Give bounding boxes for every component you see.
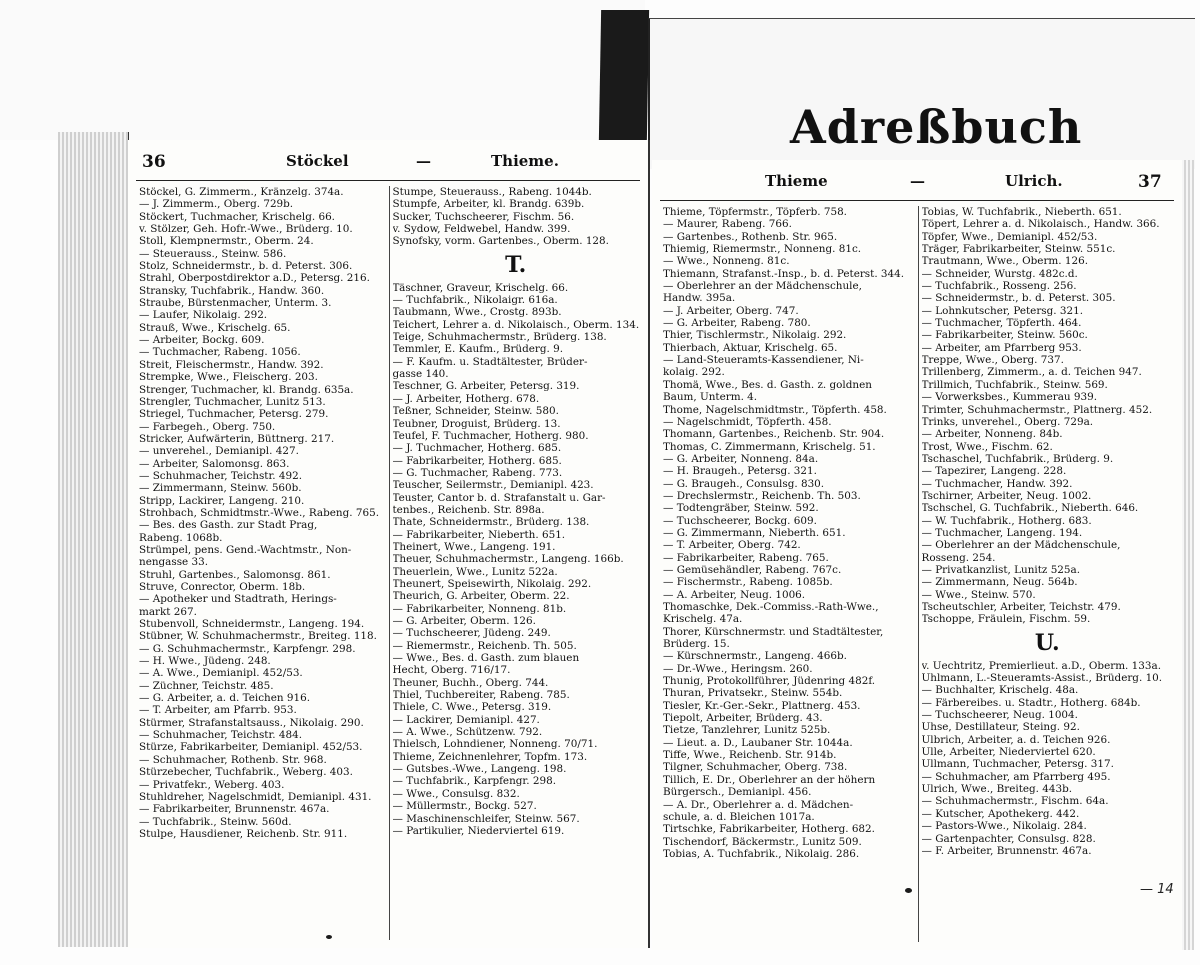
- directory-entry: — G. Schuhmachermstr., Karpfengr. 298.: [139, 642, 356, 655]
- directory-entry: — Fabrikarbeiter, Steinw. 560c.: [921, 329, 1088, 342]
- directory-entry: Stumpe, Steuerauss., Rabeng. 1044b.: [392, 186, 592, 198]
- directory-entry: Stöckert, Tuchmacher, Krischelg. 66.: [139, 210, 335, 223]
- directory-entry: gasse 140.: [392, 368, 449, 381]
- directory-entry: — Fabrikarbeiter, Nieberth. 651.: [392, 528, 566, 541]
- directory-entry: Thomaschke, Dek.-Commiss.-Rath-Wwe.,: [663, 601, 879, 613]
- directory-entry: Sucker, Tuchscheerer, Fischm. 56.: [392, 210, 575, 223]
- directory-entry: — Gartenbes., Rothenb. Str. 965.: [663, 230, 838, 243]
- directory-entry: Tillich, E. Dr., Oberlehrer an der höhern: [663, 773, 876, 786]
- directory-entry: — G. Arbeiter, a. d. Teichen 916.: [139, 692, 311, 705]
- directory-entry: tenbes., Reichenb. Str. 898a.: [392, 503, 545, 516]
- directory-entry: — Todtengräber, Steinw. 592.: [663, 502, 819, 515]
- directory-entry: — A. Arbeiter, Neug. 1006.: [663, 588, 806, 601]
- directory-entry: Handw. 395a.: [663, 292, 736, 305]
- directory-entry: Thunig, Protokollführer, Jüdenring 482f.: [663, 675, 876, 688]
- directory-entry: — Fabrikarbeiter, Brunnenstr. 467a.: [139, 803, 330, 816]
- directory-entry: — Drechslermstr., Reichenb. Th. 503.: [663, 489, 861, 502]
- directory-entry: Bürgersch., Demianipl. 456.: [663, 786, 812, 799]
- directory-entry: Tietze, Tanzlehrer, Lunitz 525b.: [663, 724, 831, 737]
- directory-entry: — A. Wwe., Demianipl. 452/53.: [139, 667, 303, 680]
- directory-entry: — Schneider, Wurstg. 482c.d.: [921, 267, 1078, 280]
- directory-entry: — Land-Steueramts-Kassendiener, Ni-: [663, 354, 864, 367]
- directory-entry: Straube, Bürstenmacher, Unterm. 3.: [139, 297, 332, 310]
- directory-entry: — J. Tuchmacher, Hotherg. 685.: [392, 442, 562, 455]
- directory-entry: — Bes. des Gasth. zur Stadt Prag,: [139, 519, 318, 532]
- directory-entry: — Wwe., Bes. d. Gasth. zum blauen: [392, 652, 580, 665]
- directory-entry: — unverehel., Demianipl. 427.: [139, 445, 299, 458]
- directory-entry: Thome, Nagelschmidtmstr., Töpferth. 458.: [663, 403, 887, 416]
- directory-entry: — Zimmermann, Neug. 564b.: [921, 576, 1078, 589]
- directory-entry: — Tuchscheerer, Jüdeng. 249.: [392, 627, 551, 640]
- directory-entry: — A. Wwe., Schützenw. 792.: [392, 726, 543, 739]
- directory-entry: — Privatfekr., Weberg. 403.: [139, 778, 285, 791]
- directory-entry: kolaig. 292.: [663, 366, 725, 379]
- directory-entry: — G. Arbeiter, Rabeng. 780.: [663, 317, 811, 330]
- directory-entry: Streit, Fleischermstr., Handw. 392.: [139, 358, 324, 371]
- directory-entry: Tscheutschler, Arbeiter, Teichstr. 479.: [921, 601, 1121, 613]
- directory-entry: — Schuhmachermstr., Fischm. 64a.: [921, 795, 1109, 808]
- directory-entry: Theuner, Buchh., Oberg. 744.: [392, 676, 549, 689]
- directory-entry: — Oberlehrer an der Mädchenschule,: [663, 280, 862, 293]
- directory-entry: — Schuhmacher, Teichstr. 492.: [139, 469, 303, 482]
- directory-entry: Träger, Fabrikarbeiter, Steinw. 551c.: [921, 243, 1116, 256]
- right-head-to: Ulrich.: [1005, 172, 1063, 190]
- directory-entry: — H. Wwe., Jüdeng. 248.: [139, 655, 271, 668]
- directory-entry: — G. Braugeh., Consulsg. 830.: [663, 477, 825, 490]
- directory-entry: — Maurer, Rabeng. 766.: [663, 218, 792, 231]
- directory-entry: Stricker, Aufwärterin, Büttnerg. 217.: [139, 432, 335, 445]
- directory-entry: Tschoppe, Fräulein, Fischm. 59.: [921, 613, 1091, 626]
- directory-entry: — Schuhmacher, Rothenb. Str. 968.: [139, 753, 327, 766]
- directory-entry: — G. Arbeiter, Oberm. 126.: [392, 615, 536, 627]
- directory-entry: — Pastors-Wwe., Nikolaig. 284.: [921, 820, 1087, 833]
- directory-entry: Strohbach, Schmidtmstr.-Wwe., Rabeng. 765.: [139, 506, 380, 519]
- directory-entry: Thielsch, Lohndiener, Nonneng. 70/71.: [392, 738, 598, 751]
- directory-entry: Struve, Conrector, Oberm. 18b.: [139, 581, 306, 593]
- directory-entry: — Gemüsehändler, Rabeng. 767c.: [663, 563, 842, 576]
- directory-entry: Tiepolt, Arbeiter, Brüderg. 43.: [663, 712, 823, 725]
- directory-entry: Ulle, Arbeiter, Niederviertel 620.: [921, 746, 1096, 759]
- directory-entry: Uhlmann, L.-Steueramts-Assist., Brüderg. 10.: [921, 672, 1163, 685]
- directory-entry: Tobias, W. Tuchfabrik., Nieberth. 651.: [921, 206, 1122, 218]
- directory-entry: — Schuhmacher, am Pfarrberg 495.: [921, 770, 1111, 783]
- directory-entry: Strempke, Wwe., Fleischerg. 203.: [139, 371, 318, 384]
- directory-entry: — Tuchscheerer, Neug. 1004.: [921, 709, 1078, 722]
- directory-entry: — G. Zimmermann, Nieberth. 651.: [663, 526, 846, 539]
- directory-entry: Strümpel, pens. Gend.-Wachtmstr., Non-: [139, 543, 352, 556]
- directory-entry: Thiemig, Riemermstr., Nonneng. 81c.: [663, 243, 862, 256]
- directory-entry: — Tuchfabrik., Rosseng. 256.: [921, 280, 1077, 293]
- directory-entry: Baum, Unterm. 4.: [663, 391, 758, 404]
- directory-entry: Stürmer, Strafanstaltsauss., Nikolaig. 290.: [139, 716, 364, 729]
- directory-entry: Thiele, C. Wwe., Petersg. 319.: [392, 701, 552, 714]
- directory-entry: Trimter, Schuhmachermstr., Plattnerg. 452.: [921, 403, 1153, 416]
- directory-entry: Stuhldreher, Nagelschmidt, Demianipl. 431.: [139, 790, 372, 803]
- cover-edge: [0, 0, 645, 140]
- directory-entry: — Vorwerksbes., Kummerau 939.: [921, 391, 1098, 404]
- directory-entry: — Arbeiter, Salomonsg. 863.: [139, 457, 290, 470]
- right-head-dash: —: [910, 172, 925, 190]
- directory-entry: Tirtschke, Fabrikarbeiter, Hotherg. 682.: [663, 823, 875, 836]
- directory-entry: Tilgner, Schuhmacher, Oberg. 738.: [663, 761, 848, 774]
- directory-entry: Teßner, Schneider, Steinw. 580.: [392, 405, 559, 418]
- directory-entry: — Tuchmacher, Handw. 392.: [921, 477, 1073, 490]
- ink-speck: [326, 935, 332, 939]
- section-letter-t: T.: [505, 251, 527, 278]
- directory-entry: Tobias, A. Tuchfabrik., Nikolaig. 286.: [663, 847, 860, 860]
- left-page-number: 36: [142, 152, 166, 172]
- directory-entry: Thierbach, Aktuar, Krischelg. 65.: [663, 341, 838, 354]
- directory-entry: — Tuchfabrik., Nikolaigr. 616a.: [392, 294, 558, 307]
- directory-entry: — J. Arbeiter, Oberg. 747.: [663, 304, 799, 317]
- directory-entry: Krischelg. 47a.: [663, 613, 743, 626]
- directory-entry: — Gartenpachter, Consulsg. 828.: [921, 832, 1096, 845]
- handwritten-note: — 14: [1140, 882, 1174, 897]
- directory-entry: — Tapezirer, Langeng. 228.: [921, 465, 1067, 478]
- directory-entry: v. Uechtritz, Premierlieut. a.D., Oberm. 133a.: [921, 659, 1161, 672]
- directory-entry: Stumpfe, Arbeiter, kl. Brandg. 639b.: [392, 198, 585, 211]
- right-page-number: 37: [1138, 172, 1162, 192]
- directory-entry: — Dr.-Wwe., Heringsm. 260.: [663, 662, 813, 675]
- directory-entry: Thomä, Wwe., Bes. d. Gasth. z. goldnen: [663, 378, 872, 391]
- directory-entry: — Apotheker und Stadtrath, Herings-: [139, 593, 337, 606]
- directory-entry: Teuscher, Seilermstr., Demianipl. 423.: [392, 479, 594, 492]
- background-title: Adreßbuch: [790, 100, 1083, 154]
- left-page: [128, 140, 650, 948]
- directory-entry: — Arbeiter, am Pfarrberg 953.: [921, 341, 1082, 354]
- page-edges-left: [58, 132, 129, 947]
- directory-entry: Teige, Schuhmachermstr., Brüderg. 138.: [392, 331, 607, 344]
- directory-entry: Trinks, unverehel., Oberg. 729a.: [921, 415, 1094, 428]
- directory-entry: — Kürschnermstr., Langeng. 466b.: [663, 650, 847, 663]
- directory-entry: — H. Braugeh., Petersg. 321.: [663, 465, 817, 478]
- directory-entry: — Fabrikarbeiter, Rabeng. 765.: [663, 551, 829, 564]
- directory-entry: — Färbereibes. u. Stadtr., Hotherg. 684b.: [921, 696, 1141, 709]
- directory-entry: Strengler, Tuchmacher, Lunitz 513.: [139, 395, 326, 408]
- directory-entry: — Fabrikarbeiter, Hotherg. 685.: [392, 454, 562, 467]
- directory-entry: Stransky, Tuchfabrik., Handw. 360.: [139, 284, 325, 297]
- directory-entry: Uhse, Destillateur, Steing. 92.: [921, 721, 1080, 734]
- directory-entry: — Buchhalter, Krischelg. 48a.: [921, 684, 1079, 697]
- left-columns: [136, 186, 642, 940]
- directory-entry: — Tuchmacher, Langeng. 194.: [921, 526, 1083, 539]
- directory-entry: v. Stölzer, Geh. Hofr.-Wwe., Brüderg. 10.: [139, 223, 353, 236]
- ink-speck: [905, 888, 912, 893]
- directory-entry: Tschschel, G. Tuchfabrik., Nieberth. 646.: [921, 502, 1139, 515]
- directory-entry: Teschner, G. Arbeiter, Petersg. 319.: [392, 380, 580, 393]
- left-head-from: Stöckel: [286, 152, 349, 170]
- directory-entry: Thiel, Tuchbereiter, Rabeng. 785.: [392, 689, 570, 702]
- directory-entry: Stripp, Lackirer, Langeng. 210.: [139, 494, 305, 507]
- directory-entry: Trautmann, Wwe., Oberm. 126.: [921, 255, 1089, 268]
- directory-entry: — F. Kaufm. u. Stadtältester, Brüder-: [392, 355, 588, 368]
- right-head-rule: [660, 200, 1174, 201]
- directory-entry: Theurich, G. Arbeiter, Oberm. 22.: [392, 590, 570, 603]
- directory-entry: — A. Dr., Oberlehrer a. d. Mädchen-: [663, 798, 854, 811]
- directory-entry: Thier, Tischlermstr., Nikolaig. 292.: [663, 329, 847, 342]
- directory-entry: — Tuchscheerer, Bockg. 609.: [663, 514, 817, 527]
- directory-entry: — Privatkanzlist, Lunitz 525a.: [921, 563, 1081, 576]
- directory-entry: Thomas, C. Zimmermann, Krischelg. 51.: [663, 440, 876, 453]
- directory-entry: — T. Arbeiter, am Pfarrb. 953.: [139, 704, 297, 717]
- directory-entry: — Oberlehrer an der Mädchenschule,: [921, 539, 1121, 552]
- directory-entry: — Arbeiter, Bockg. 609.: [139, 334, 265, 347]
- directory-entry: Treppe, Wwe., Oberg. 737.: [921, 354, 1064, 367]
- directory-entry: Taubmann, Wwe., Crostg. 893b.: [392, 306, 562, 319]
- directory-entry: Hecht, Oberg. 716/17.: [392, 664, 511, 677]
- directory-entry: Stürzebecher, Tuchfabrik., Weberg. 403.: [139, 766, 353, 779]
- directory-entry: Teufel, F. Tuchmacher, Hotherg. 980.: [392, 429, 589, 442]
- directory-entry: Stürze, Fabrikarbeiter, Demianipl. 452/53.: [139, 741, 363, 754]
- directory-entry: Rabeng. 1068b.: [139, 531, 223, 544]
- directory-entry: — Maschinenschleifer, Steinw. 567.: [392, 812, 580, 825]
- left-column-1: [136, 186, 389, 940]
- right-running-head: [660, 172, 1174, 198]
- directory-entry: Stöckel, G. Zimmerm., Kränzelg. 374a.: [139, 186, 344, 198]
- section-letter-u: U.: [1034, 629, 1060, 656]
- directory-entry: Stoll, Klempnermstr., Oberm. 24.: [139, 235, 314, 248]
- left-column-2: [389, 186, 643, 940]
- directory-entry: Stübner, W. Schuhmachermstr., Breiteg. 118.: [139, 630, 377, 643]
- directory-entry: Rosseng. 254.: [921, 551, 996, 564]
- directory-entry: — G. Arbeiter, Nonneng. 84a.: [663, 452, 819, 465]
- directory-entry: markt 267.: [139, 605, 197, 618]
- directory-entry: — Wwe., Steinw. 570.: [921, 588, 1036, 601]
- directory-entry: Theunert, Speisewirth, Nikolaig. 292.: [392, 577, 592, 590]
- directory-entry: Thiemann, Strafanst.-Insp., b. d. Peterst. 344.: [663, 267, 905, 280]
- directory-entry: — Tuchfabrik., Steinw. 560d.: [139, 815, 292, 828]
- directory-entry: — Lackirer, Demianipl. 427.: [392, 713, 540, 726]
- directory-entry: Thuran, Privatsekr., Steinw. 554b.: [663, 687, 843, 700]
- directory-entry: Ullmann, Tuchmacher, Petersg. 317.: [921, 758, 1114, 771]
- directory-entry: Theinert, Wwe., Langeng. 191.: [392, 540, 556, 553]
- directory-entry: Stolz, Schneidermstr., b. d. Peterst. 306.: [139, 260, 353, 273]
- directory-entry: — J. Zimmerm., Oberg. 729b.: [139, 198, 294, 211]
- directory-entry: — Tuchmacher, Rabeng. 1056.: [139, 346, 301, 359]
- directory-entry: — Lohnkutscher, Petersg. 321.: [921, 304, 1084, 317]
- right-head-from: Thieme: [765, 172, 828, 190]
- directory-entry: Temmler, E. Kaufm., Brüderg. 9.: [392, 343, 564, 356]
- directory-entry: Tschirner, Arbeiter, Neug. 1002.: [921, 489, 1092, 502]
- directory-entry: nengasse 33.: [139, 556, 209, 569]
- directory-entry: Thate, Schneidermstr., Brüderg. 138.: [392, 516, 590, 529]
- directory-entry: Ulbrich, Arbeiter, a. d. Teichen 926.: [921, 733, 1111, 746]
- directory-entry: — Müllermstr., Bockg. 527.: [392, 800, 537, 813]
- directory-entry: Synofsky, vorm. Gartenbes., Oberm. 128.: [392, 235, 609, 248]
- directory-entry: — Tuchmacher, Töpferth. 464.: [921, 317, 1082, 330]
- directory-entry: Thieme, Zeichnenlehrer, Topfm. 173.: [392, 750, 588, 763]
- directory-entry: Strahl, Oberpostdirektor a.D., Petersg. 216.: [139, 272, 370, 285]
- left-head-dash: —: [416, 152, 431, 170]
- directory-entry: — Farbegeh., Oberg. 750.: [139, 420, 276, 433]
- directory-entry: — Wwe., Nonneng. 81c.: [663, 255, 790, 268]
- directory-entry: — Schneidermstr., b. d. Peterst. 305.: [921, 292, 1116, 305]
- right-column-1: [660, 206, 918, 942]
- directory-entry: Struhl, Gartenbes., Salomonsg. 861.: [139, 568, 331, 581]
- directory-entry: — Nagelschmidt, Töpferth. 458.: [663, 415, 832, 428]
- directory-entry: Tiesler, Kr.-Ger.-Sekr., Plattnerg. 453.: [663, 699, 861, 712]
- directory-entry: Täschner, Graveur, Krischelg. 66.: [392, 281, 569, 294]
- directory-entry: — Riemermstr., Reichenb. Th. 505.: [392, 639, 577, 652]
- directory-entry: — Wwe., Consulsg. 832.: [392, 787, 520, 800]
- directory-entry: Theuerlein, Wwe., Lunitz 522a.: [392, 565, 558, 578]
- right-page: [652, 160, 1182, 950]
- directory-entry: Teuster, Cantor b. d. Strafanstalt u. Gar-: [392, 491, 606, 504]
- directory-entry: — Fabrikarbeiter, Nonneng. 81b.: [392, 602, 567, 615]
- directory-entry: Tiffe, Wwe., Reichenb. Str. 914b.: [663, 749, 837, 762]
- directory-entry: Thorer, Kürschnermstr. und Stadtältester,: [663, 625, 884, 638]
- directory-entry: Strauß, Wwe., Krischelg. 65.: [139, 321, 291, 334]
- directory-entry: v. Sydow, Feldwebel, Handw. 399.: [392, 223, 571, 236]
- directory-entry: Teubner, Droguist, Brüderg. 13.: [392, 417, 561, 430]
- directory-entry: — Steuerauss., Steinw. 586.: [139, 247, 287, 260]
- directory-entry: Strenger, Tuchmacher, kl. Brandg. 635a.: [139, 383, 354, 396]
- left-head-rule: [136, 180, 640, 181]
- directory-entry: — G. Tuchmacher, Rabeng. 773.: [392, 466, 563, 479]
- directory-entry: Trost, Wwe., Fischm. 62.: [921, 440, 1053, 453]
- directory-entry: Thomann, Gartenbes., Reichenb. Str. 904.: [663, 428, 885, 441]
- directory-entry: — W. Tuchfabrik., Hotherg. 683.: [921, 514, 1092, 527]
- directory-entry: — Gutsbes.-Wwe., Langeng. 198.: [392, 763, 567, 776]
- directory-entry: — Partikulier, Niederviertel 619.: [392, 824, 565, 837]
- directory-entry: — Laufer, Nikolaig. 292.: [139, 309, 268, 322]
- directory-entry: Töpert, Lehrer a. d. Nikolaisch., Handw. 366.: [921, 218, 1160, 231]
- directory-entry: Stulpe, Hausdiener, Reichenb. Str. 911.: [139, 827, 348, 840]
- directory-entry: schule, a. d. Bleichen 1017a.: [663, 810, 815, 823]
- directory-entry: Theuer, Schuhmachermstr., Langeng. 166b.: [392, 553, 624, 566]
- directory-entry: Thieme, Töpfermstr., Töpferb. 758.: [663, 206, 847, 218]
- directory-entry: Ulrich, Wwe., Breiteg. 443b.: [921, 783, 1073, 796]
- directory-entry: Teichert, Lehrer a. d. Nikolaisch., Oberm. 134.: [392, 318, 639, 331]
- page-edges-right: [1180, 160, 1194, 950]
- left-head-to: Thieme.: [491, 152, 559, 170]
- directory-entry: Trillmich, Tuchfabrik., Steinw. 569.: [921, 378, 1108, 391]
- directory-entry: — J. Arbeiter, Hotherg. 678.: [392, 392, 540, 405]
- directory-entry: — Schuhmacher, Teichstr. 484.: [139, 729, 303, 742]
- directory-entry: — F. Arbeiter, Brunnenstr. 467a.: [921, 844, 1092, 857]
- directory-entry: — Arbeiter, Nonneng. 84b.: [921, 428, 1063, 441]
- directory-entry: — Tuchfabrik., Karpfengr. 298.: [392, 775, 556, 788]
- directory-entry: — T. Arbeiter, Oberg. 742.: [663, 539, 801, 552]
- left-running-head: [136, 152, 640, 178]
- directory-entry: Töpfer, Wwe., Demianipl. 452/53.: [921, 230, 1098, 243]
- directory-entry: Stubenvoll, Schneidermstr., Langeng. 194.: [139, 618, 365, 631]
- directory-entry: Trillenberg, Zimmerm., a. d. Teichen 947.: [921, 366, 1142, 379]
- right-columns: [660, 206, 1176, 942]
- directory-entry: — Lieut. a. D., Laubaner Str. 1044a.: [663, 736, 853, 749]
- directory-entry: Brüderg. 15.: [663, 638, 730, 651]
- directory-entry: — Fischermstr., Rabeng. 1085b.: [663, 576, 833, 589]
- directory-entry: — Züchner, Teichstr. 485.: [139, 679, 274, 692]
- directory-entry: Tischendorf, Bäckermstr., Lunitz 509.: [663, 835, 862, 848]
- directory-entry: Striegel, Tuchmacher, Petersg. 279.: [139, 408, 329, 421]
- directory-entry: — Zimmermann, Steinw. 560b.: [139, 482, 302, 495]
- directory-entry: — Kutscher, Apothekerg. 442.: [921, 807, 1080, 820]
- directory-entry: Tschaschel, Tuchfabrik., Brüderg. 9.: [921, 452, 1114, 465]
- right-column-2: [918, 206, 1177, 942]
